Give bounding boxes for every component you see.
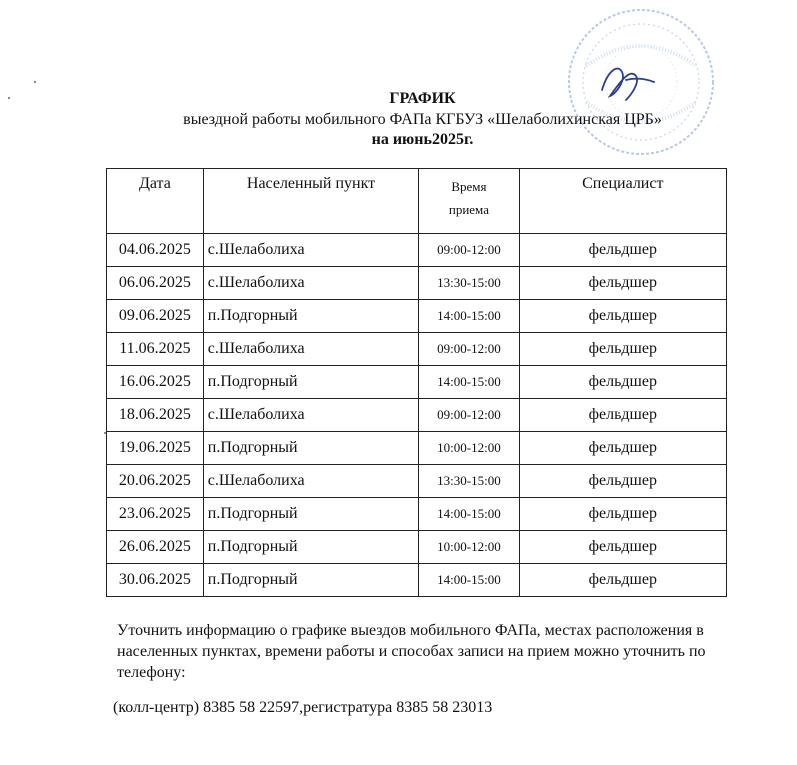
cell-time: 13:30-15:00: [419, 465, 519, 498]
cell-date: 18.06.2025: [107, 399, 204, 432]
cell-place: п.Подгорный: [203, 498, 419, 531]
document-subtitle: выездной работы мобильного ФАПа КГБУЗ «Шелаболихинская ЦРБ»: [183, 111, 662, 128]
cell-specialist: фельдшер: [519, 267, 726, 300]
cell-place: с.Шелаболиха: [203, 465, 419, 498]
cell-date: 20.06.2025: [107, 465, 204, 498]
cell-place: п.Подгорный: [203, 531, 419, 564]
scan-speck: [34, 81, 36, 83]
cell-date: 06.06.2025: [107, 267, 204, 300]
header-date: Дата: [107, 169, 204, 234]
cell-date: 09.06.2025: [107, 300, 204, 333]
cell-place: п.Подгорный: [203, 564, 419, 597]
cell-time: 13:30-15:00: [419, 267, 519, 300]
cell-time: 14:00-15:00: [419, 564, 519, 597]
table-row: [107, 234, 727, 267]
contact-phones: (колл-центр) 8385 58 22597,регистратура 8385 58 23013: [113, 699, 493, 716]
cell-time: 10:00-12:00: [419, 531, 519, 564]
table-row: [107, 498, 727, 531]
cell-place: с.Шелаболиха: [203, 267, 419, 300]
header-time-line2: приема: [448, 202, 489, 217]
info-note: Уточнить информацию о графике выездов мобильного ФАПа, местах расположения в населенных пунктах, времени работы и способах записи на прием можно уточнить по телефону:: [117, 622, 706, 681]
cell-place: с.Шелаболиха: [203, 399, 419, 432]
cell-specialist: фельдшер: [519, 531, 726, 564]
table-row: [107, 333, 727, 366]
cell-time: 09:00-12:00: [419, 234, 519, 267]
cell-place: с.Шелаболиха: [203, 234, 419, 267]
cell-date: 11.06.2025: [107, 333, 204, 366]
table-row: [107, 564, 727, 597]
cell-specialist: фельдшер: [519, 333, 726, 366]
table-row: [107, 366, 727, 399]
header-specialist: Специалист: [519, 169, 726, 234]
table-row: [107, 267, 727, 300]
cell-specialist: фельдшер: [519, 432, 726, 465]
cell-date: 19.06.2025: [107, 432, 204, 465]
header-time-line1: Время: [451, 179, 487, 194]
cell-time: 10:00-12:00: [419, 432, 519, 465]
cell-date: 04.06.2025: [107, 234, 204, 267]
cell-date: 30.06.2025: [107, 564, 204, 597]
cell-specialist: фельдшер: [519, 498, 726, 531]
cell-time: 09:00-12:00: [419, 399, 519, 432]
schedule-table: [106, 168, 727, 597]
scan-speck: [8, 97, 10, 99]
cell-time: 14:00-15:00: [419, 498, 519, 531]
cell-specialist: фельдшер: [519, 300, 726, 333]
table-row: [107, 300, 727, 333]
cell-date: 26.06.2025: [107, 531, 204, 564]
cell-place: п.Подгорный: [203, 300, 419, 333]
table-row: [107, 432, 727, 465]
cell-specialist: фельдшер: [519, 399, 726, 432]
cell-time: 14:00-15:00: [419, 366, 519, 399]
cell-specialist: фельдшер: [519, 366, 726, 399]
table-row: [107, 465, 727, 498]
cell-time: 09:00-12:00: [419, 333, 519, 366]
table-row: [107, 531, 727, 564]
cell-date: 23.06.2025: [107, 498, 204, 531]
table-header-row: [107, 169, 727, 234]
cell-place: п.Подгорный: [203, 432, 419, 465]
cell-time: 14:00-15:00: [419, 300, 519, 333]
cell-specialist: фельдшер: [519, 234, 726, 267]
cell-date: 16.06.2025: [107, 366, 204, 399]
table-row: [107, 399, 727, 432]
cell-place: с.Шелаболиха: [203, 333, 419, 366]
document-period: на июнь2025г.: [371, 131, 474, 148]
cell-specialist: фельдшер: [519, 465, 726, 498]
cell-specialist: фельдшер: [519, 564, 726, 597]
header-place: Населенный пункт: [203, 169, 419, 234]
document-title: ГРАФИК: [389, 90, 456, 107]
cell-place: п.Подгорный: [203, 366, 419, 399]
header-time: [419, 169, 519, 234]
